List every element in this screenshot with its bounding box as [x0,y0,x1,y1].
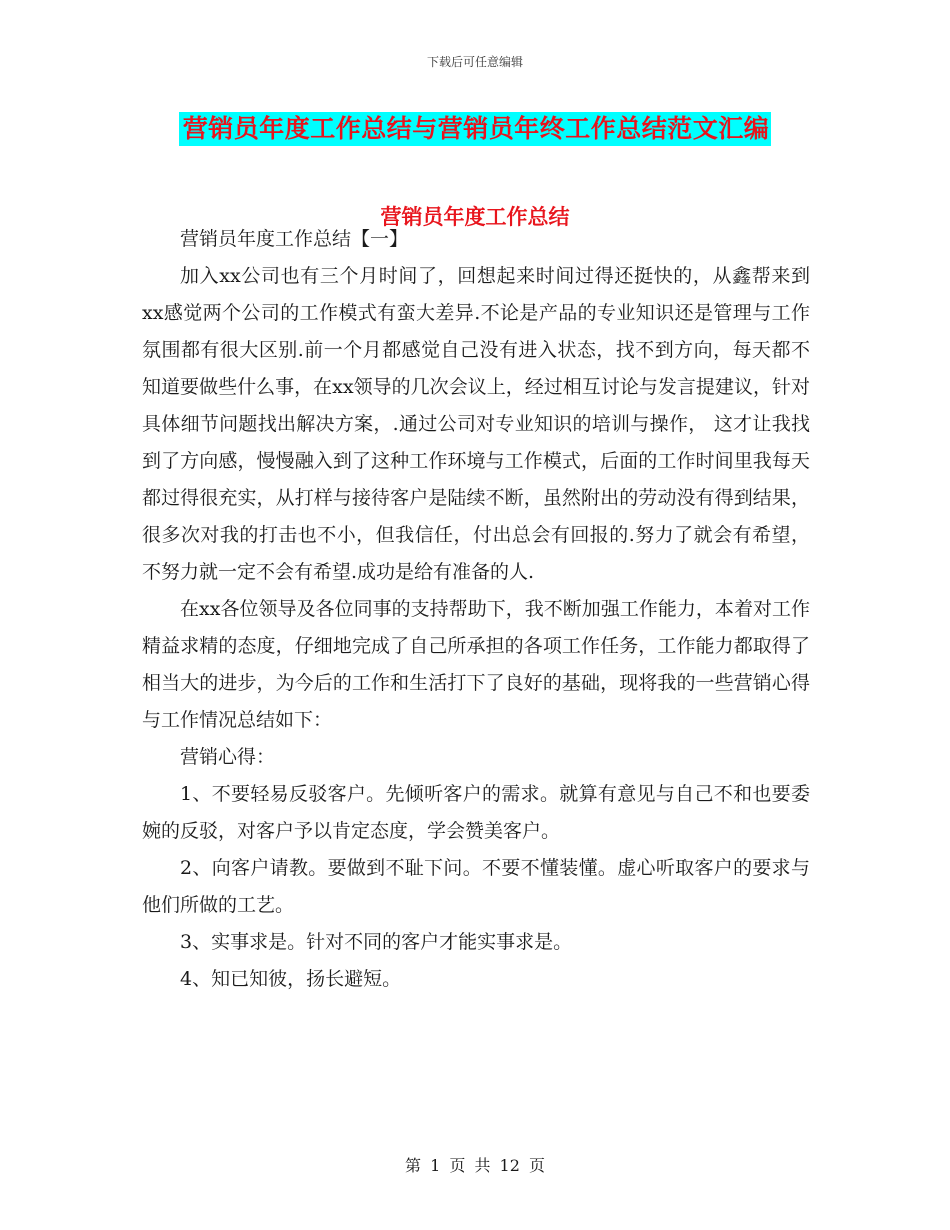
document-title-container [0,112,950,146]
paragraph-subtitle: 营销员年度工作总结【一】 [180,228,409,250]
list-item-1: 1、不要轻易反驳客户。先倾听客户的需求。就算有意见与自己不和也要委婉的反驳，对客户予以肯定态度，学会赞美客户。 [142,783,810,842]
paragraph-support: 在xx各位领导及各位同事的支持帮助下，我不断加强工作能力，本着对工作精益求精的态度，仔细地完成了自己所承担的各项工作任务，工作能力都取得了相当大的进步，为今后的工作和生活打下了良好的基础，现将我的一些营销心得与工作情况总结如下： [142,598,810,731]
header-note: 下载后可任意编辑 [426,55,523,69]
list-item-2: 2、向客户请教。要做到不耻下问。不要不懂装懂。虚心听取客户的要求与他们所做的工艺。 [142,857,810,916]
document-body [142,221,810,998]
list-item-3: 3、实事求是。针对不同的客户才能实事求是。 [180,931,573,953]
list-item-4: 4、知已知彼，扬长避短。 [180,968,402,990]
section-title: 营销员年度工作总结 [380,204,570,229]
paragraph-marketing-heading: 营销心得： [180,746,276,768]
document-title: 营销员年度工作总结与营销员年终工作总结范文汇编 [179,112,772,146]
page-number-footer: 第 1 页 共 12 页 [405,1156,545,1175]
paragraph-intro: 加入xx公司也有三个月时间了，回想起来时间过得还挺快的，从鑫帮来到xx感觉两个公司的工作模式有蛮大差异.不论是产品的专业知识还是管理与工作氛围都有很大区别.前一个月都感觉自己没有进入状态，找不到方向，每天都不知道要做些什么事，在xx领导的几次会议上，经过相互讨论与发言提建议，针对具体细节问题找出解决方案，.通过公司对专业知识的培训与操作， 这才让我找到了方向感，慢慢融入到了这种工作环境与工作模式，后面的工作时间里我每天都过得很充实，从打样与接待客户是陆续不断，虽然附出的劳动没有得到结果，很多次对我的打击也不小，但我信任，付出总会有回报的.努力了就会有希望，不努力就一定不会有希望.成功是给有准备的人. [142,265,810,583]
